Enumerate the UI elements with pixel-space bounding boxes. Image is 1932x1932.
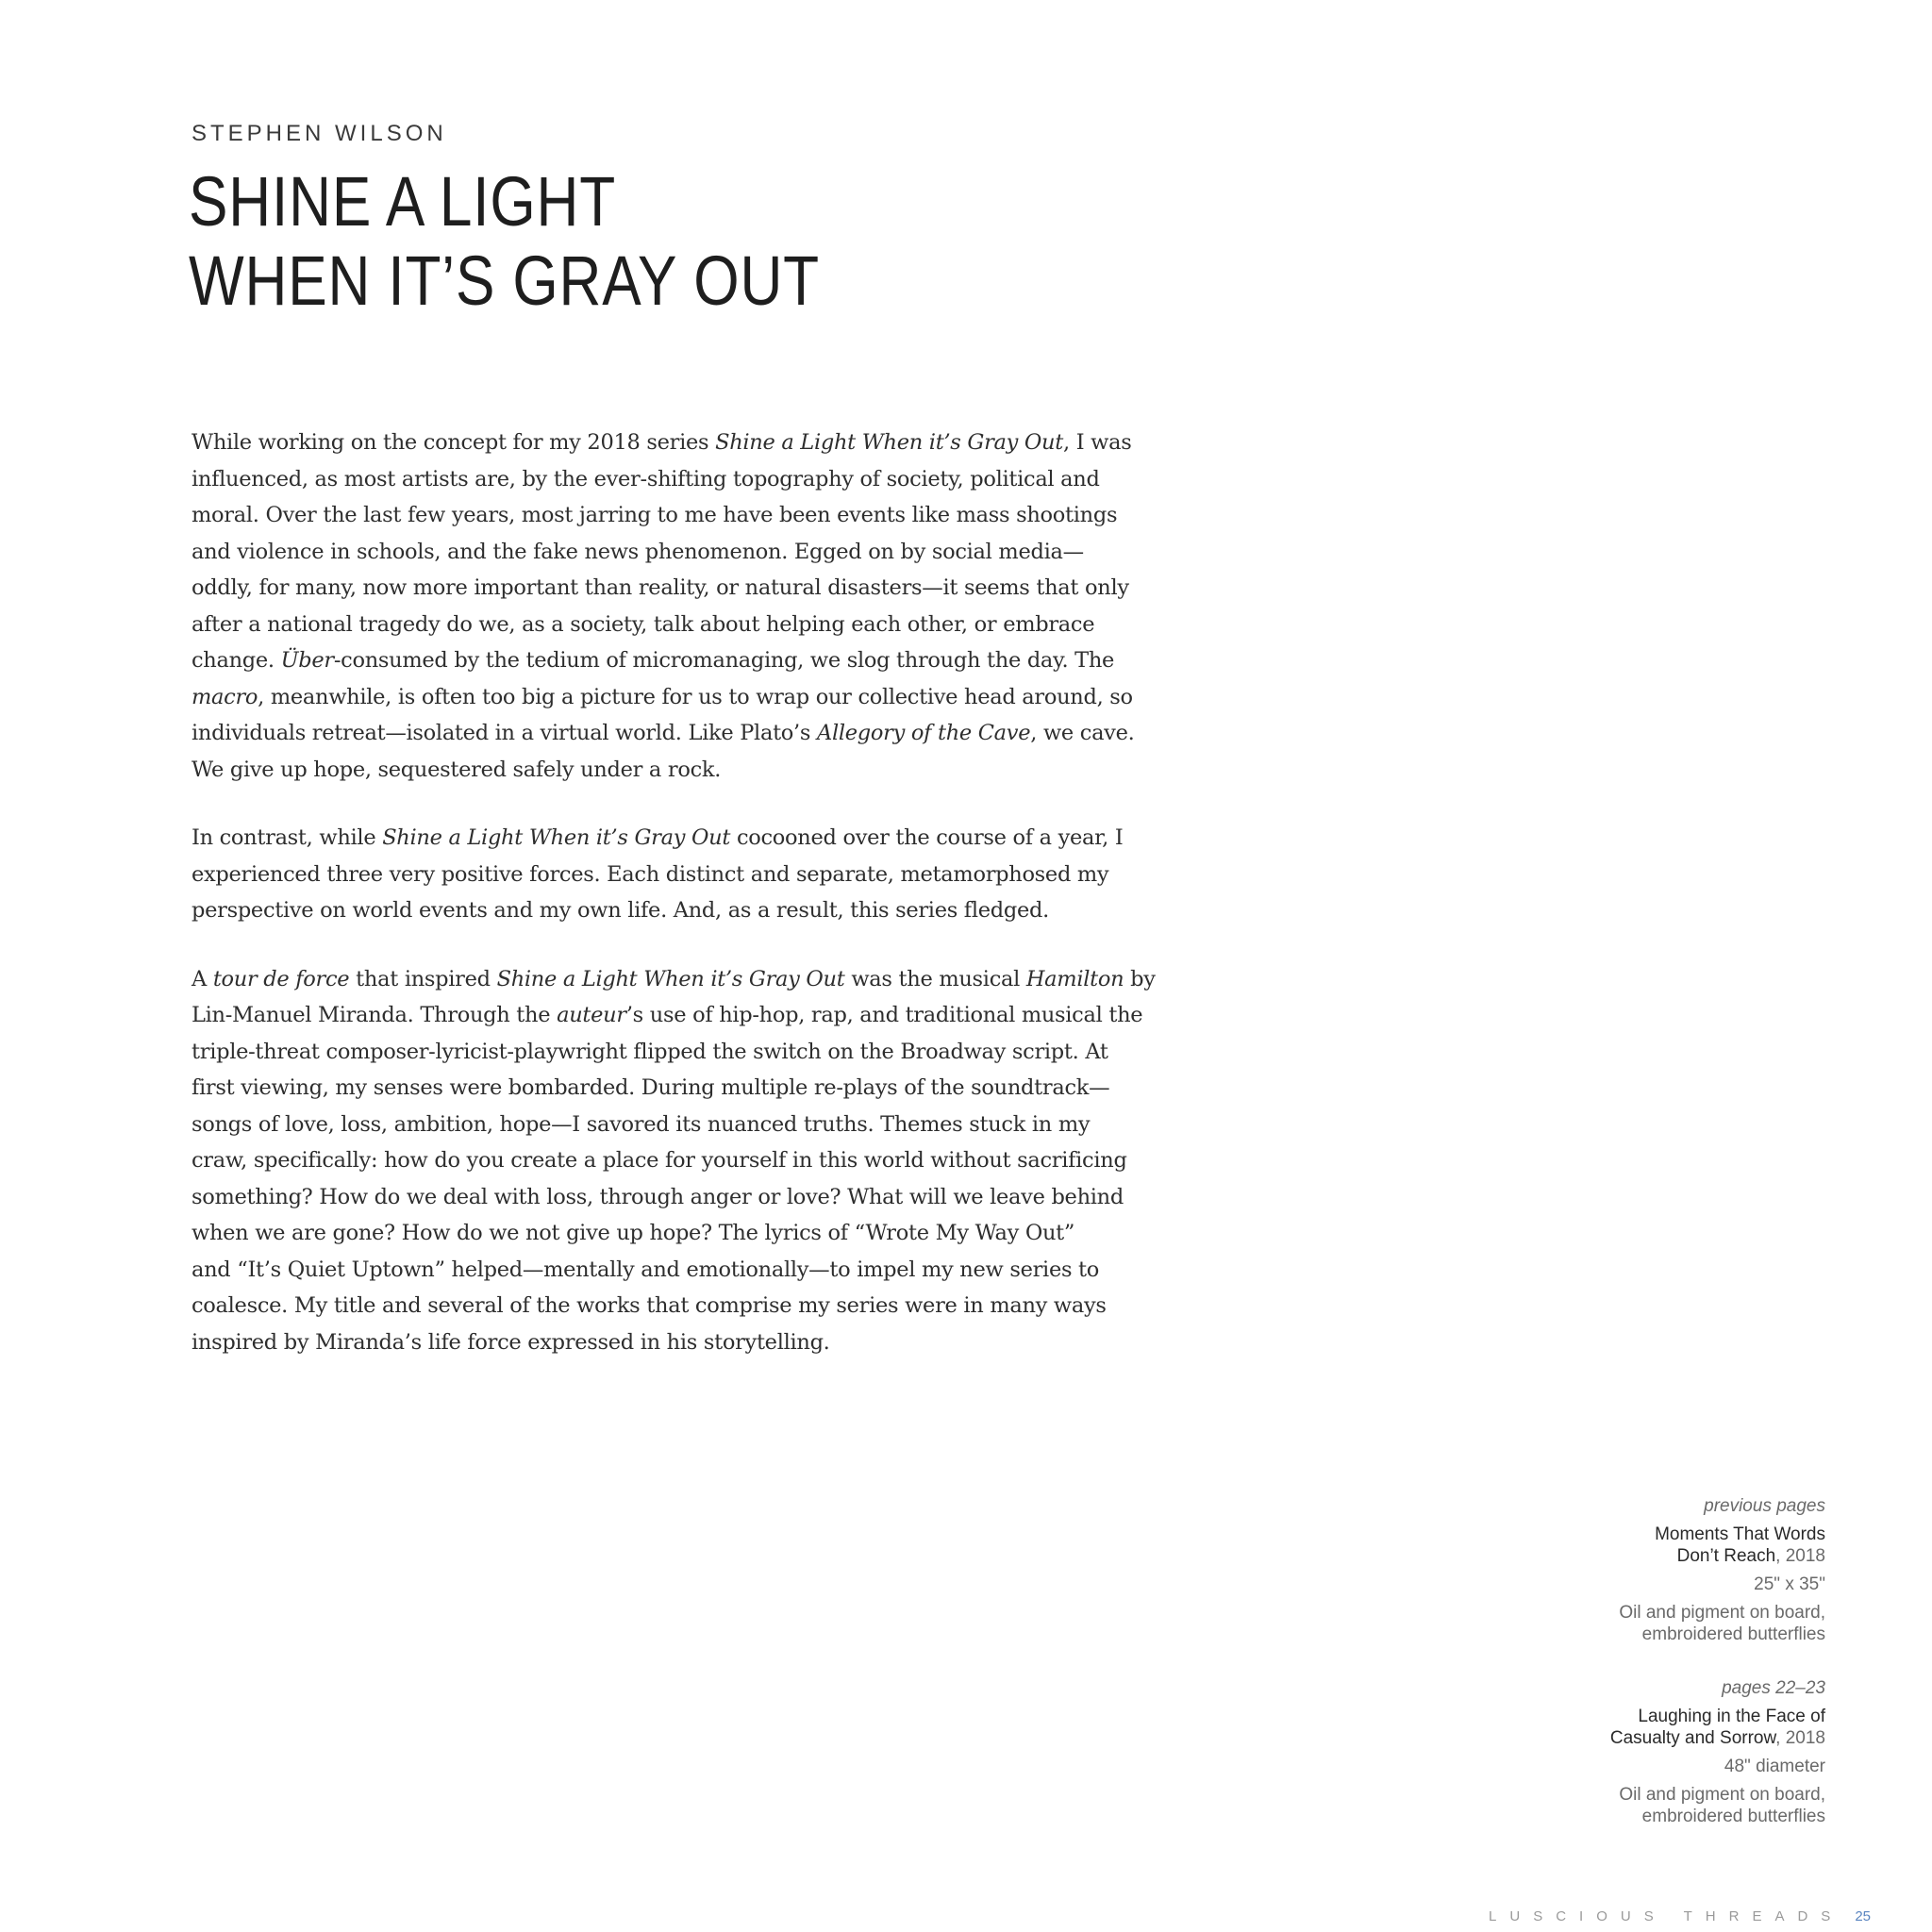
text-line: coalesce. My title and several of the works that comprise my series were in many ways	[192, 1293, 1107, 1318]
text-line: something? How do we deal with loss, through anger or love? What will we leave behind	[192, 1184, 1124, 1209]
text-line: moral. Over the last few years, most jarring to me have been events like mass shootings	[192, 503, 1118, 527]
artwork-title-line-2-wrap	[1677, 1546, 1825, 1566]
text-line: and “It’s Quiet Uptown” helped—mentally and emotionally—to impel my new series to	[192, 1257, 1100, 1282]
text-line: Lin-Manuel Miranda. Through the auteur’s use of hip-hop, rap, and traditional musical the	[192, 1003, 1143, 1027]
running-title: LUSCIOUS THREADS	[1489, 1908, 1844, 1924]
artwork-captions	[1610, 1495, 1825, 1859]
artwork-size: 48" diameter	[1724, 1757, 1825, 1776]
text-line: when we are gone? How do we not give up hope? The lyrics of “Wrote My Way Out”	[192, 1221, 1075, 1245]
text-line: macro, meanwhile, is often too big a picture for us to wrap our collective head around, so	[192, 684, 1133, 709]
text-line: perspective on world events and my own life. And, as a result, this series fledged.	[192, 898, 1049, 923]
caption-reference: previous pages	[1704, 1496, 1825, 1516]
artwork-medium-line-1: Oil and pigment on board,	[1619, 1603, 1825, 1623]
italic-phrase: Shine a Light When it’s Gray Out	[382, 825, 731, 850]
paragraph-2	[192, 820, 1135, 929]
text-line: inspired by Miranda’s life force expressed in his storytelling.	[192, 1329, 830, 1355]
artwork-medium-line-2: embroidered butterflies	[1641, 1807, 1825, 1826]
text-line: In contrast, while Shine a Light When it’s Gray Out cocooned over the course of a year, I	[192, 825, 1124, 850]
artwork-medium-line-2: embroidered butterflies	[1641, 1624, 1825, 1644]
italic-phrase: Allegory of the Cave	[817, 721, 1031, 745]
author-name: STEPHEN WILSON	[192, 121, 447, 146]
paragraph-3	[192, 961, 1156, 1361]
artwork-year: , 2018	[1775, 1728, 1825, 1748]
paragraph-1	[192, 425, 1135, 788]
page-title	[189, 162, 820, 321]
artwork-title-line-2: Casualty and Sorrow	[1609, 1728, 1776, 1748]
text-line: While working on the concept for my 2018 series Shine a Light When it’s Gray Out, I was	[192, 430, 1132, 455]
title-line-1: SHINE A LIGHT	[189, 162, 617, 241]
text-line: after a national tragedy do we, as a society, talk about helping each other, or embrace	[192, 611, 1095, 637]
page-number: 25	[1855, 1908, 1871, 1924]
text-line: influenced, as most artists are, by the ever-shifting topography of society, political and	[192, 466, 1100, 491]
italic-phrase: macro	[192, 684, 258, 709]
title-line-2: WHEN IT’S GRAY OUT	[189, 242, 820, 320]
text-line: songs of love, loss, ambition, hope—I savored its nuanced truths. Themes stuck in my	[192, 1111, 1091, 1137]
text-line: change. Über-consumed by the tedium of micromanaging, we slog through the day. The	[192, 648, 1115, 673]
italic-phrase: Shine a Light When it’s Gray Out	[496, 966, 845, 991]
artwork-size: 25" x 35"	[1754, 1574, 1825, 1594]
italic-phrase: auteur	[557, 1003, 626, 1027]
artwork-medium-line-1: Oil and pigment on board,	[1619, 1785, 1825, 1805]
text-line: triple-threat composer-lyricist-playwright flipped the switch on the Broadway script. At	[192, 1039, 1108, 1064]
text-line: craw, specifically: how do you create a place for yourself in this world without sacrificing	[192, 1148, 1127, 1173]
caption-pages-22-23	[1610, 1677, 1825, 1827]
caption-previous-pages	[1610, 1495, 1825, 1645]
italic-phrase: Shine a Light When it’s Gray Out	[715, 430, 1063, 455]
text-line: individuals retreat—isolated in a virtual world. Like Plato’s Allegory of the Cave, we cave.	[192, 721, 1135, 745]
caption-reference: pages 22–23	[1722, 1678, 1825, 1698]
italic-phrase: tour de force	[212, 966, 350, 991]
essay-body	[192, 425, 1156, 1392]
text-line: oddly, for many, now more important than reality, or natural disasters—it seems that only	[192, 575, 1129, 600]
artwork-title-line-2: Don’t Reach	[1676, 1546, 1776, 1566]
italic-phrase: Hamilton	[1025, 966, 1124, 991]
text-line: We give up hope, sequestered safely under a rock.	[192, 757, 722, 782]
italic-phrase: Über	[280, 648, 334, 673]
text-line: A tour de force that inspired Shine a Light When it’s Gray Out was the musical Hamilton by	[192, 966, 1156, 991]
artwork-title-line-1: Laughing in the Face of	[1638, 1707, 1825, 1726]
page-footer	[1489, 1908, 1871, 1924]
artwork-year: , 2018	[1775, 1546, 1825, 1566]
artwork-title-line-2-wrap	[1610, 1728, 1825, 1748]
artwork-title-line-1: Moments That Words	[1655, 1524, 1825, 1544]
text-line: and violence in schools, and the fake news phenomenon. Egged on by social media—	[192, 539, 1084, 564]
text-line: experienced three very positive forces. Each distinct and separate, metamorphosed my	[192, 861, 1109, 887]
text-line: first viewing, my senses were bombarded. During multiple re-plays of the soundtrack—	[192, 1075, 1110, 1100]
